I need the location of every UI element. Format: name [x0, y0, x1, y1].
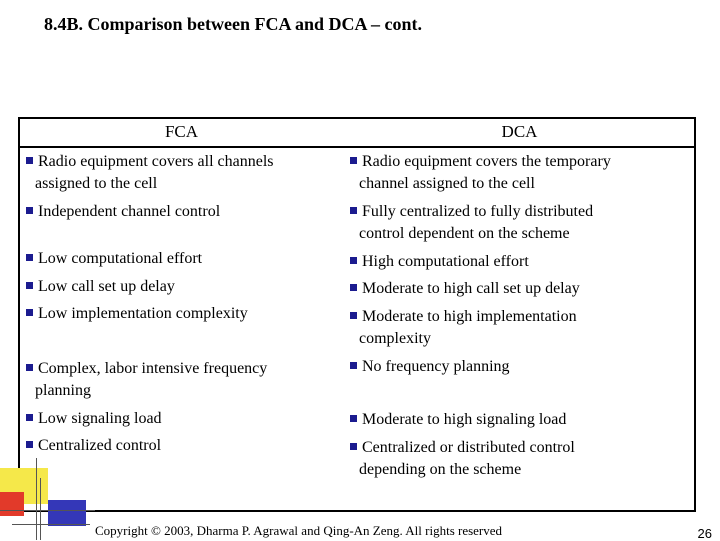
fca-item: Low implementation complexity	[26, 303, 248, 325]
bullet-icon	[26, 414, 33, 421]
dca-item: Centralized or distributed control depending on the scheme	[350, 437, 575, 481]
fca-item: Low computational effort	[26, 248, 202, 270]
fca-header: FCA	[164, 122, 199, 141]
bullet-icon	[26, 157, 33, 164]
bullet-icon	[26, 207, 33, 214]
dca-item: Moderate to high signaling load	[350, 409, 566, 431]
bullet-icon	[26, 282, 33, 289]
dca-item: Moderate to high implementation complexity	[350, 306, 577, 350]
fca-item: Complex, labor intensive frequency planning	[26, 358, 267, 402]
bullet-icon	[26, 254, 33, 261]
bullet-icon	[26, 441, 33, 448]
fca-item: Radio equipment covers all channels assigned to the cell	[26, 151, 273, 195]
dca-item: Radio equipment covers the temporary channel assigned to the cell	[350, 151, 611, 195]
dca-item: Fully centralized to fully distributed control dependent on the scheme	[350, 201, 593, 245]
page-number: 26	[697, 526, 712, 541]
dca-item: High computational effort	[350, 251, 529, 273]
bullet-icon	[350, 312, 357, 319]
dca-item: No frequency planning	[350, 356, 510, 378]
bullet-icon	[350, 415, 357, 422]
deco-line	[36, 458, 37, 540]
deco-blue-block	[48, 500, 86, 526]
deco-line	[40, 478, 41, 540]
fca-item: Centralized control	[26, 435, 161, 457]
copyright-footer: Copyright © 2003, Dharma P. Agrawal and Qing-An Zeng. All rights reserved	[95, 523, 503, 538]
bullet-icon	[350, 443, 357, 450]
fca-item: Low signaling load	[26, 408, 162, 430]
fca-item: Low call set up delay	[26, 276, 175, 298]
bullet-icon	[26, 364, 33, 371]
slide-title: 8.4B. Comparison between FCA and DCA – cont.	[44, 14, 423, 34]
bullet-icon	[350, 207, 357, 214]
bullet-icon	[350, 284, 357, 291]
header-divider	[20, 146, 694, 148]
bullet-icon	[350, 157, 357, 164]
fca-item: Independent channel control	[26, 201, 220, 223]
dca-header: DCA	[501, 122, 538, 141]
bullet-icon	[350, 362, 357, 369]
dca-item: Moderate to high call set up delay	[350, 278, 580, 300]
deco-line	[12, 524, 90, 525]
bullet-icon	[26, 309, 33, 316]
bullet-icon	[350, 257, 357, 264]
deco-red-block	[0, 492, 24, 516]
deco-line	[0, 510, 95, 511]
